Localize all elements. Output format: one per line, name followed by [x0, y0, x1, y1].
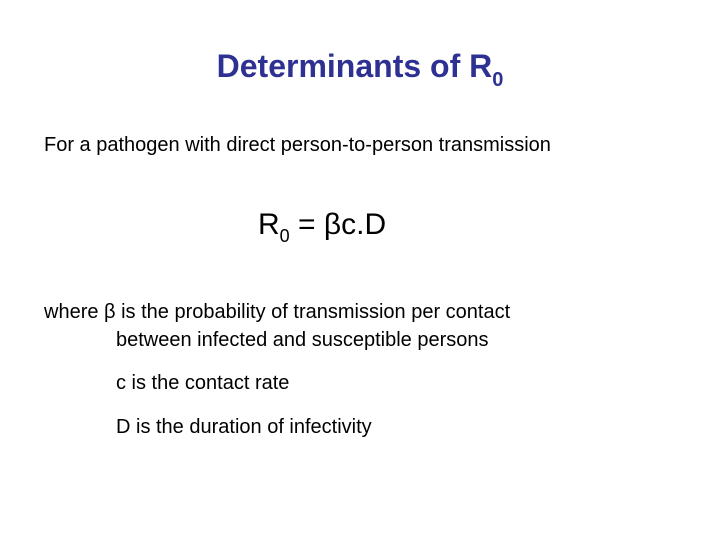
intro-text: For a pathogen with direct person-to-person transmission	[44, 134, 551, 156]
beta-definition-line1: where β is the probability of transmission per contact	[44, 301, 511, 323]
formula-rhs: = βc.D	[289, 208, 387, 241]
r0-formula	[258, 205, 386, 245]
slide-title	[0, 46, 720, 91]
slide-title-text: Determinants of R	[216, 48, 493, 84]
duration-definition: D is the duration of infectivity	[116, 416, 372, 438]
beta-definition-line2: between infected and susceptible persons	[116, 329, 489, 351]
formula-lhs-subscript: 0	[279, 226, 290, 246]
slide-title-subscript: 0	[492, 69, 504, 91]
contact-rate-definition: c is the contact rate	[116, 372, 290, 394]
formula-lhs: R	[258, 208, 280, 241]
